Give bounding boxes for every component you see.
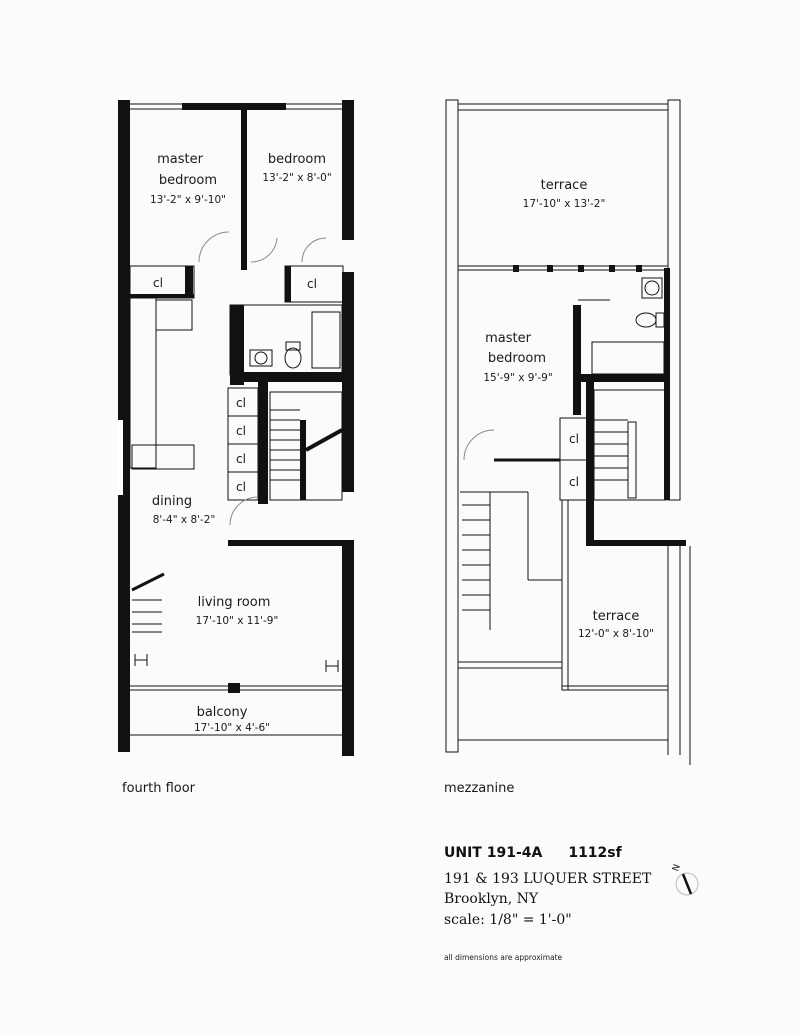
unit-title bbox=[444, 845, 622, 861]
ff-bedroom-dims: 13'-2" x 8'-0" bbox=[262, 172, 332, 184]
mz-closet-1: cl bbox=[569, 432, 579, 446]
ff-closet-4: cl bbox=[236, 424, 246, 438]
mz-terrace-bottom-dims: 12'-0" x 8'-10" bbox=[578, 628, 654, 640]
unit-address: 191 & 193 LUQUER STREET bbox=[444, 871, 652, 887]
ff-balcony-dims: 17'-10" x 4'-6" bbox=[194, 722, 270, 734]
mezzanine-caption: mezzanine bbox=[444, 781, 515, 796]
ff-balcony-name: balcony bbox=[196, 705, 248, 720]
unit-city: Brooklyn, NY bbox=[444, 891, 539, 907]
ff-living-room-dims: 17'-10" x 11'-9" bbox=[195, 615, 279, 627]
unit-area: 1112sf bbox=[568, 845, 622, 861]
mz-terrace-bottom-name: terrace bbox=[592, 609, 640, 624]
ff-closet-6: cl bbox=[236, 480, 246, 494]
ff-closet-2: cl bbox=[307, 277, 317, 291]
ff-closet-1: cl bbox=[153, 276, 163, 290]
ff-master-bedroom-name-2: bedroom bbox=[158, 173, 218, 188]
unit-number: UNIT 191-4A bbox=[444, 845, 543, 861]
ff-dining-name: dining bbox=[151, 494, 193, 509]
mz-terrace-top-dims: 17'-10" x 13'-2" bbox=[522, 198, 606, 210]
fourth-floor-caption: fourth floor bbox=[122, 781, 196, 796]
north-label: N bbox=[671, 863, 683, 873]
unit-scale: scale: 1/8" = 1'-0" bbox=[444, 912, 572, 928]
ff-dining-dims: 8'-4" x 8'-2" bbox=[152, 514, 216, 526]
ff-bedroom-name: bedroom bbox=[267, 152, 327, 167]
mz-terrace-top-name: terrace bbox=[540, 178, 588, 193]
ff-living-room-name: living room bbox=[197, 595, 271, 610]
ff-master-bedroom-dims: 13'-2" x 9'-10" bbox=[150, 194, 226, 206]
mz-master-bedroom-dims: 15'-9" x 9'-9" bbox=[483, 372, 553, 384]
ff-master-bedroom-name-1: master bbox=[157, 152, 203, 167]
ff-closet-5: cl bbox=[236, 452, 246, 466]
mz-master-bedroom-name-2: bedroom bbox=[487, 351, 547, 366]
ff-closet-3: cl bbox=[236, 396, 246, 410]
north-arrow-icon bbox=[671, 863, 698, 895]
dimensions-note: all dimensions are approximate bbox=[444, 953, 563, 962]
mz-master-bedroom-name-1: master bbox=[485, 331, 531, 346]
mz-closet-2: cl bbox=[569, 475, 579, 489]
